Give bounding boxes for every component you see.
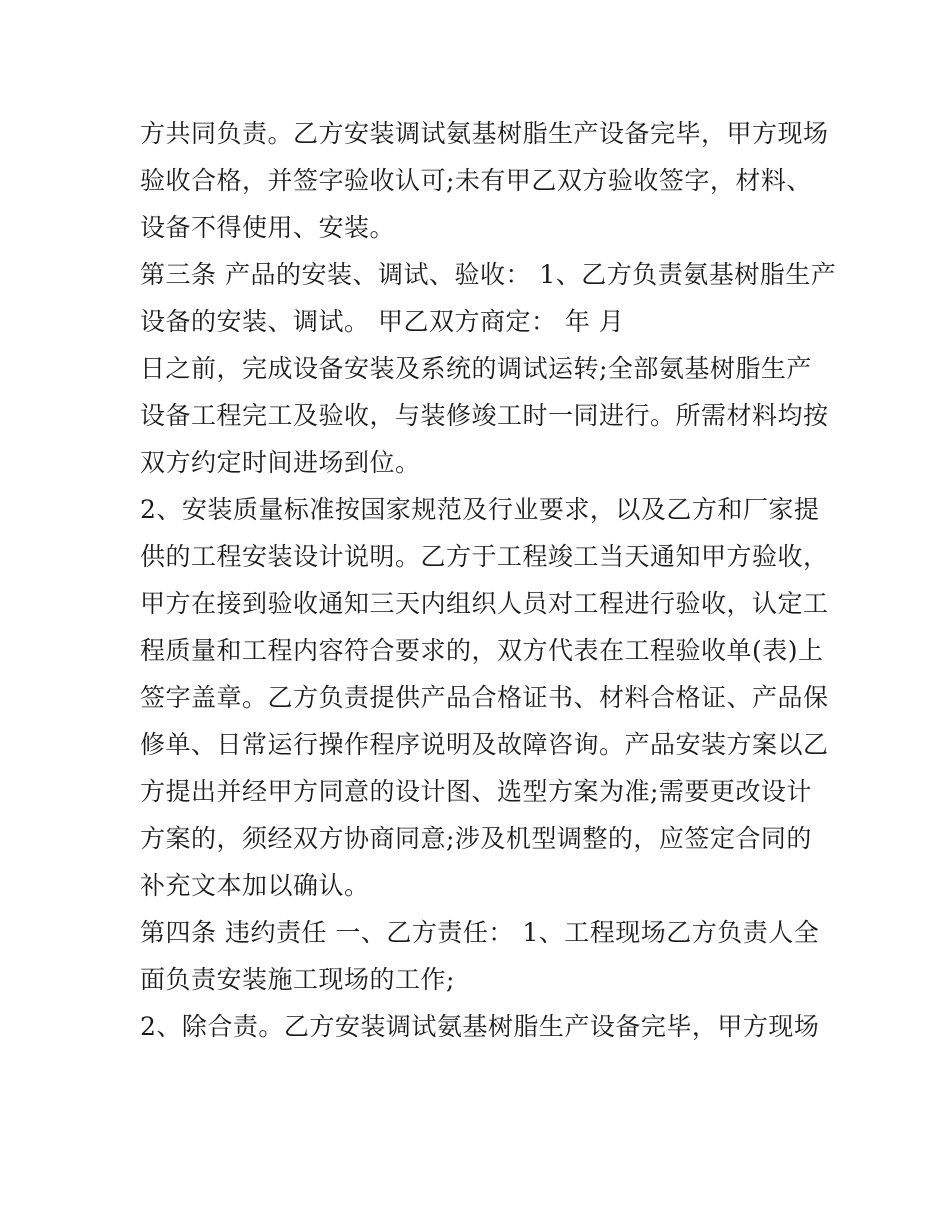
text-line: 2、除合责。乙方安装调试氨基树脂生产设备完毕，甲方现场 [140, 1012, 820, 1041]
text-line: 双方约定时间进场到位。 [140, 448, 421, 477]
text-line: 供的工程安装设计说明。乙方于工程竣工当天通知甲方验收， [140, 542, 829, 571]
text-line: 设备工程完工及验收，与装修竣工时一同进行。所需材料均按 [140, 401, 829, 430]
text-line: 设备的安装、调试。 甲乙双方商定： 年 月 [140, 307, 625, 336]
text-line: 方提出并经甲方同意的设计图、选型方案为准;需要更改设计 [140, 777, 812, 806]
text-line: 验收合格，并签字验收认可;未有甲乙双方验收签字，材料、 [140, 166, 812, 195]
document-body [140, 110, 837, 1050]
text-line: 补充文本加以确认。 [140, 871, 370, 900]
text-line: 程质量和工程内容符合要求的，双方代表在工程验收单(表)上 [140, 636, 824, 665]
text-line: 设备不得使用、安装。 [140, 213, 396, 242]
text-line: 方案的，须经双方协商同意;涉及机型调整的，应签定合同的 [140, 824, 812, 853]
text-line: 日之前，完成设备安装及系统的调试运转;全部氨基树脂生产 [140, 354, 812, 383]
text-line: 甲方在接到验收通知三天内组织人员对工程进行验收，认定工 [140, 589, 829, 618]
text-line: 修单、日常运行操作程序说明及故障咨询。产品安装方案以乙 [140, 730, 829, 759]
text-line: 2、安装质量标准按国家规范及行业要求，以及乙方和厂家提 [140, 495, 820, 524]
text-line: 第三条 产品的安装、调试、验收： 1、乙方负责氨基树脂生产 [140, 260, 837, 289]
text-line: 签字盖章。乙方负责提供产品合格证书、材料合格证、产品保 [140, 683, 829, 712]
text-line: 方共同负责。乙方安装调试氨基树脂生产设备完毕，甲方现场 [140, 119, 829, 148]
text-line: 面负责安装施工现场的工作; [140, 965, 455, 994]
text-line: 第四条 违约责任 一、乙方责任： 1、工程现场乙方负责人全 [140, 918, 820, 947]
